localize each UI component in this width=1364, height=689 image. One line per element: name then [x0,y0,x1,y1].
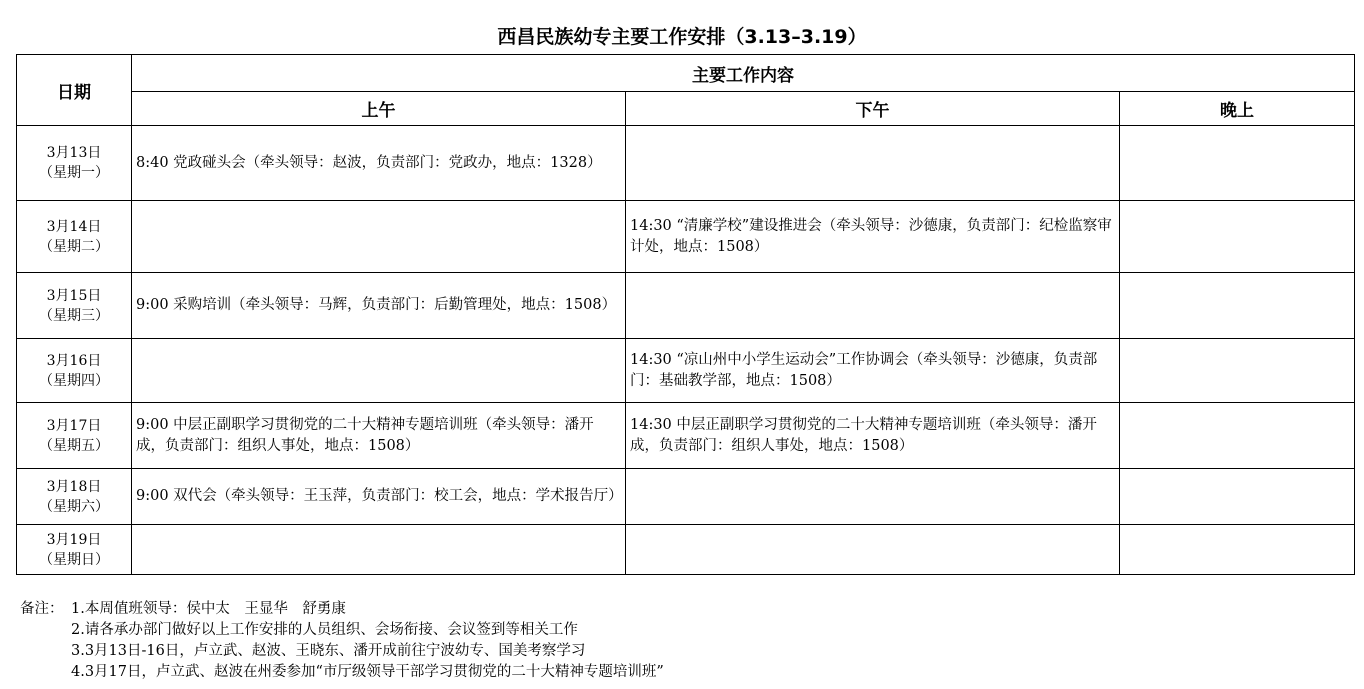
note-item: 3.3月13日-16日，卢立武、赵波、王晓东、潘开成前往宁波幼专、国美考察学习 [71,643,586,659]
afternoon-event: 14:30 “清廉学校”建设推进会（牵头领导：沙德康，负责部门：纪检监察审计处，地点：1508） [626,201,1120,273]
afternoon-header: 下午 [626,92,1120,126]
afternoon-event [626,525,1120,575]
date-text: 3月17日 [46,417,102,434]
table-row [17,339,1355,403]
main-content-header: 主要工作内容 [132,55,1355,92]
evening-event [1120,469,1355,525]
weekday-text: （星期四） [39,372,109,389]
weekday-text: （星期五） [39,437,109,454]
table-row [17,273,1355,339]
date-cell [17,201,132,273]
date-cell [17,126,132,201]
date-text: 3月15日 [46,287,102,304]
weekday-text: （星期日） [39,551,109,568]
morning-event: 9:00 采购培训（牵头领导：马辉，负责部门：后勤管理处，地点：1508） [132,273,626,339]
page-title: 西昌民族幼专主要工作安排（3.13–3.19） [497,26,867,48]
date-cell [17,469,132,525]
date-text: 3月18日 [46,478,102,495]
weekday-text: （星期二） [39,238,109,255]
date-text: 3月19日 [46,531,102,548]
table-row [17,525,1355,575]
weekday-text: （星期一） [39,165,109,181]
evening-event [1120,273,1355,339]
weekday-text: （星期三） [39,307,109,324]
note-item: 2.请各承办部门做好以上工作安排的人员组织、会场衔接、会议签到等相关工作 [71,622,578,638]
notes-label: 备注： [20,601,64,617]
morning-event [132,525,626,575]
date-cell [17,273,132,339]
date-cell [17,339,132,403]
table-row [17,126,1355,201]
date-text: 3月16日 [46,352,102,369]
morning-event: 8:40 党政碰头会（牵头领导：赵波，负责部门：党政办，地点：1328） [132,126,626,201]
note-item: 1.本周值班领导：侯中太 王显华 舒勇康 [71,601,346,617]
morning-header: 上午 [132,92,626,126]
afternoon-event [626,273,1120,339]
afternoon-event [626,469,1120,525]
date-text: 3月13日 [46,145,102,161]
date-cell [17,525,132,575]
date-cell [17,403,132,469]
evening-event [1120,403,1355,469]
schedule-table [16,54,1355,575]
afternoon-event: 14:30 “凉山州中小学生运动会”工作协调会（牵头领导：沙德康，负责部门：基础教学部，地点：1508） [626,339,1120,403]
evening-event [1120,525,1355,575]
evening-event [1120,201,1355,273]
date-text: 3月14日 [46,218,102,235]
notes-section [20,599,664,683]
morning-event: 9:00 中层正副职学习贯彻党的二十大精神专题培训班（牵头领导：潘开成，负责部门：组织人事处，地点：1508） [132,403,626,469]
morning-event: 9:00 双代会（牵头领导：王玉萍，负责部门：校工会，地点：学术报告厅） [132,469,626,525]
table-row [17,469,1355,525]
evening-event [1120,126,1355,201]
afternoon-event [626,126,1120,201]
weekday-text: （星期六） [39,498,109,515]
evening-header: 晚上 [1120,92,1355,126]
evening-event [1120,339,1355,403]
date-header: 日期 [17,55,132,126]
note-item: 4.3月17日，卢立武、赵波在州委参加“市厅级领导干部学习贯彻党的二十大精神专题培训班” [71,664,664,680]
afternoon-event: 14:30 中层正副职学习贯彻党的二十大精神专题培训班（牵头领导：潘开成，负责部门：组织人事处，地点：1508） [626,403,1120,469]
morning-event [132,339,626,403]
table-row [17,403,1355,469]
morning-event [132,201,626,273]
table-row [17,201,1355,273]
